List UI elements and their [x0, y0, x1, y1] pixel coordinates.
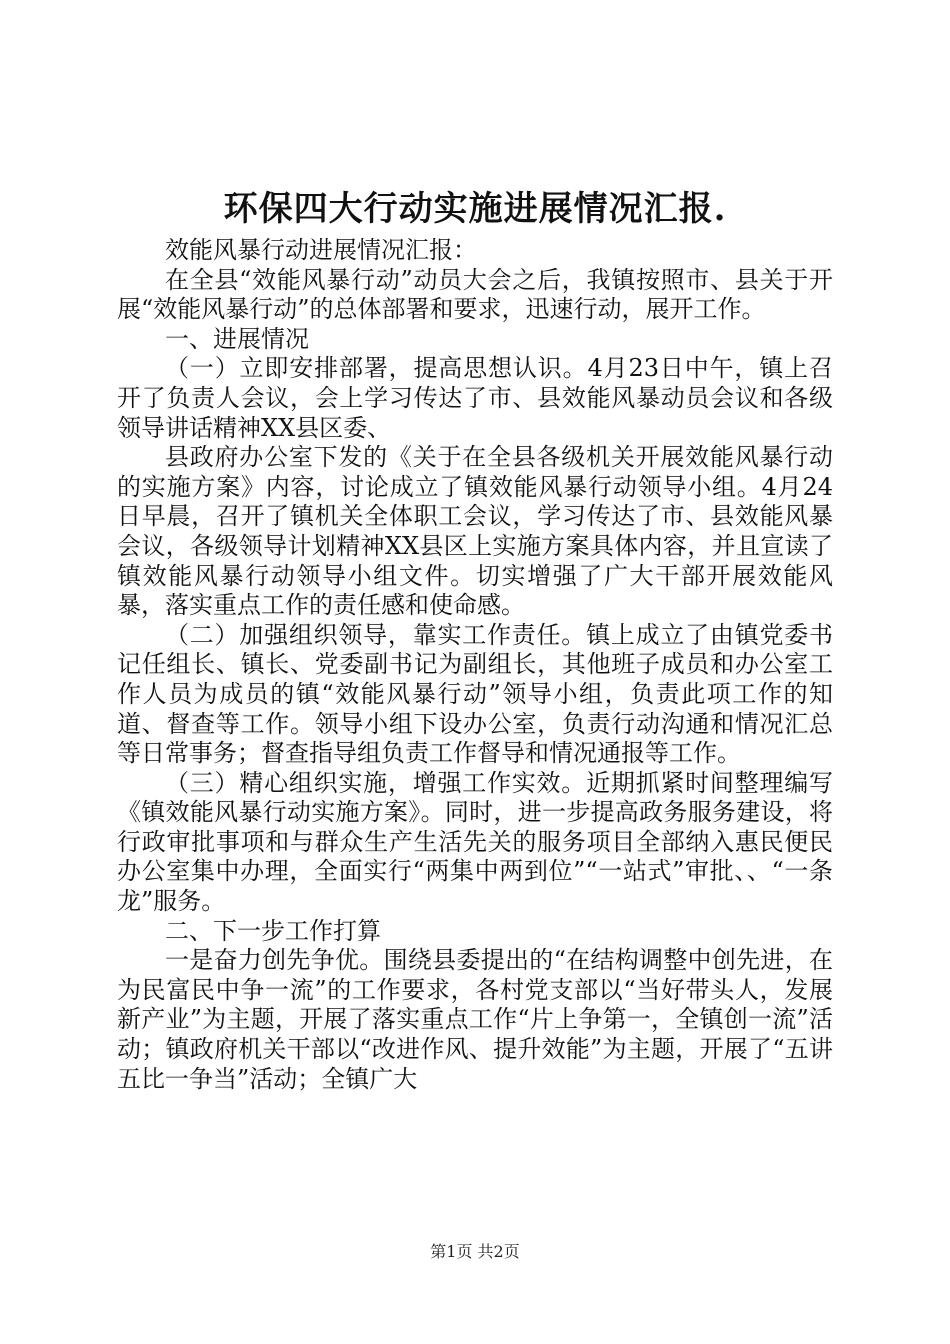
paragraph-intro: 效能风暴行动进展情况汇报： — [165, 236, 477, 264]
document-title: 环保四大行动实施进展情况汇报. — [223, 189, 727, 229]
section-heading-next-steps: 二、下一步工作打算 — [165, 916, 381, 945]
page-footer: 第1页 共2页 — [430, 1242, 520, 1261]
paragraph-progress-1: （一）立即安排部署，提高思想认识。4月23日中午，镇上召开了负责人会议，会上学习传达了市、县效能风暴动员会议和各级领导讲话精神XX县区委、 — [117, 354, 833, 442]
paragraph-progress-2: （二）加强组织领导，靠实工作责任。镇上成立了由镇党委书记任组长、镇长、党委副书记为副组长，其他班子成员和办公室工作人员为成员的镇“效能风暴行动”领导小组，负责此项工作的知道、督查等工作。领导小组下设办公室，负责行动沟通和情况汇总等日常事务；督查指导组负责工作督导和情况通报等工作。 — [117, 620, 833, 768]
paragraph-background: 在全县“效能风暴行动”动员大会之后，我镇按照市、县关于开展“效能风暴行动”的总体部署和要求，迅速行动，展开工作。 — [117, 265, 833, 324]
paragraph-progress-3: （三）精心组织实施，增强工作实效。近期抓紧时间整理编写《镇效能风暴行动实施方案》。同时，进一步提高政务服务建设，将行政审批事项和与群众生产生活先关的服务项目全部纳入惠民便民办公室集中办理，全面实行“两集中两到位”“一站式”审批、、“一条龙”服务。 — [117, 768, 833, 916]
paragraph-progress-1-cont: 县政府办公室下发的《关于在全县各级机关开展效能风暴行动的实施方案》内容，讨论成立了镇效能风暴行动领导小组。4月24日早晨，召开了镇机关全体职工会议，学习传达了市、县效能风暴会议，各级领导计划精神XX县区上实施方案具体内容，并且宣读了镇效能风暴行动领导小组文件。切实增强了广大干部开展效能风暴，落实重点工作的责任感和使命感。 — [117, 443, 833, 620]
document-body — [117, 236, 833, 1094]
paragraph-next-steps-1: 一是奋力创先争优。围绕县委提出的“在结构调整中创先进，在为民富民中争一流”的工作要求，各村党支部以“当好带头人，发展新产业”为主题，开展了落实重点工作“片上争第一，全镇创一流”活动；镇政府机关干部以“改进作风、提升效能”为主题，开展了“五讲五比一争当”活动；全镇广大 — [117, 946, 833, 1093]
section-heading-progress: 一、进展情况 — [165, 324, 309, 353]
